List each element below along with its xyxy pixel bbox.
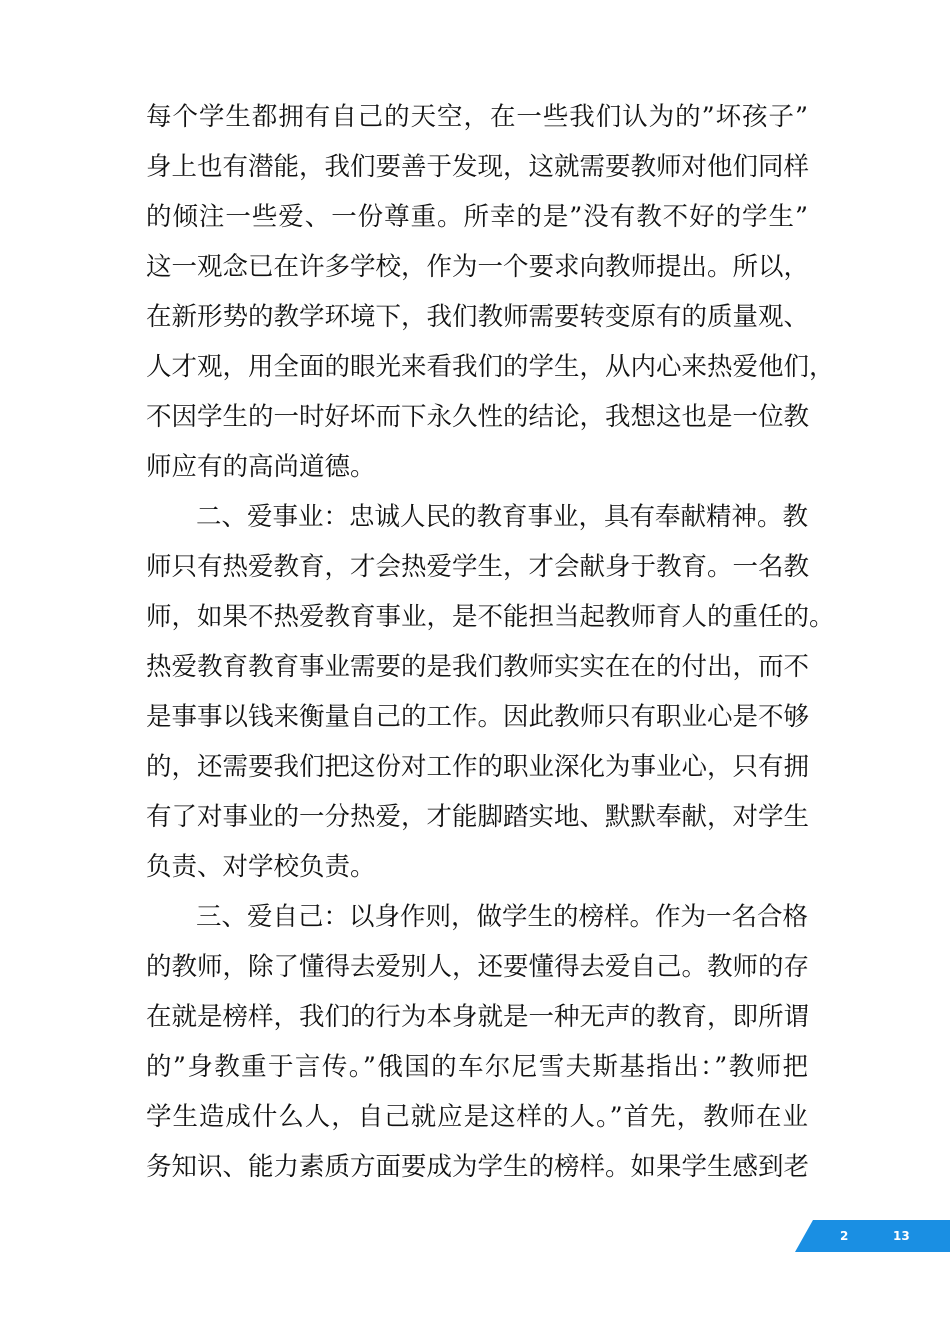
text-line: 师，如果不热爱教育事业，是不能担当起教师育人的重任的。 xyxy=(146,602,835,632)
text-line: 这一观念已在许多学校，作为一个要求向教师提出。所以， xyxy=(146,252,810,282)
text-line: 不因学生的一时好坏而下永久性的结论，我想这也是一位教 xyxy=(146,402,810,432)
text-line: 人才观，用全面的眼光来看我们的学生，从内心来热爱他们， xyxy=(146,352,835,382)
text-line: 热爱教育教育事业需要的是我们教师实实在在的付出，而不 xyxy=(146,652,810,682)
text-line: 的教师，除了懂得去爱别人，还要懂得去爱自己。教师的存 xyxy=(146,952,810,982)
text-line: 的”身教重于言传。”俄国的车尔尼雪夫斯基指出：”教师把 xyxy=(146,1052,808,1082)
text-line: 学生造成什么人，自己就应是这样的人。”首先，教师在业 xyxy=(146,1102,808,1132)
text-line: 务知识、能力素质方面要成为学生的榜样。如果学生感到老 xyxy=(146,1152,810,1182)
text-line: 负责、对学校负责。 xyxy=(146,852,376,882)
text-line: 身上也有潜能，我们要善于发现，这就需要教师对他们同样 xyxy=(146,152,810,182)
text-line: 在就是榜样，我们的行为本身就是一种无声的教育，即所谓 xyxy=(146,1002,810,1032)
page-tab-shape xyxy=(795,1220,950,1252)
text-line: 每个学生都拥有自己的天空，在一些我们认为的”坏孩子” xyxy=(146,102,808,132)
text-line: 在新形势的教学环境下，我们教师需要转变原有的质量观、 xyxy=(146,302,810,332)
text-line: 是事事以钱来衡量自己的工作。因此教师只有职业心是不够 xyxy=(146,702,810,732)
text-line: 的，还需要我们把这份对工作的职业深化为事业心，只有拥 xyxy=(146,752,810,782)
text-line: 有了对事业的一分热爱，才能脚踏实地、默默奉献，对学生 xyxy=(146,802,810,832)
paragraph-heading-line: 二、爱事业：忠诚人民的教育事业，具有奉献精神。教 xyxy=(196,502,809,532)
text-line: 师只有热爱教育，才会热爱学生，才会献身于教育。一名教 xyxy=(146,552,810,582)
paragraph-heading-line: 三、爱自己：以身作则，做学生的榜样。作为一名合格 xyxy=(196,902,809,932)
text-line: 师应有的高尚道德。 xyxy=(146,452,376,482)
page-number-tab xyxy=(795,1220,950,1252)
total-page-count: 13 xyxy=(893,1229,910,1243)
current-page-number: 2 xyxy=(840,1229,849,1243)
text-line: 的倾注一些爱、一份尊重。所幸的是”没有教不好的学生” xyxy=(146,202,808,232)
body-text xyxy=(146,92,835,1192)
